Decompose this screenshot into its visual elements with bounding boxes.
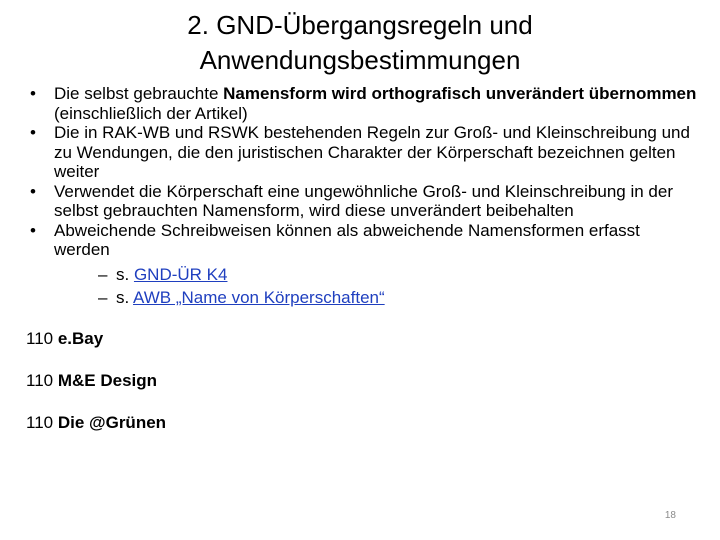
example-name: M&E Design (57, 370, 158, 390)
bullet-item (30, 221, 700, 260)
bullet-text: Verwendet die Körperschaft eine ungewöhnliche Groß- und Kleinschreibung in der selbst gebrauchten Namensform, wird diese unverändert beibehalten (54, 181, 673, 220)
sub-item (30, 287, 700, 308)
example-line (26, 328, 700, 349)
bullet-item (30, 182, 700, 221)
bullet-marker: • (30, 181, 36, 201)
bullet-marker: • (30, 220, 36, 240)
example-name: Die @Grünen (57, 412, 167, 432)
bullet-text-pre: Die selbst gebrauchte (54, 84, 224, 103)
bullet-item (30, 123, 700, 182)
sub-item-marker: – (98, 287, 108, 307)
bullet-text-post: (einschließlich der Artikel) (54, 103, 248, 123)
gnd-uer-k4-link[interactable]: GND-ÜR K4 (133, 264, 228, 284)
bullet-text: Abweichende Schreibweisen können als abweichende Namensformen erfasst werden (54, 220, 640, 259)
sub-item-marker: – (98, 264, 108, 284)
sub-item-prefix: s. (116, 287, 134, 307)
page-number: 18 (664, 510, 676, 521)
bullet-marker: • (30, 123, 36, 142)
bullet-text: Die in RAK-WB und RSWK bestehenden Regeln zur Groß- und Kleinschreibung und zu Wendungen, die den juristischen Charakter der Körperschaft bezeichnen gelten weiter (54, 123, 690, 181)
example-line (26, 370, 700, 391)
bullet-text-bold: Namensform wird orthografisch unverändert übernommen (223, 84, 697, 103)
sub-item (30, 264, 700, 285)
sub-item-prefix: s. (116, 264, 134, 284)
example-code: 110 (26, 412, 54, 432)
slide-title-line-1: 2. GND-Übergangsregeln und (187, 10, 533, 40)
example-code: 110 (26, 328, 54, 348)
awb-name-link[interactable]: AWB „Name von Körperschaften“ (133, 287, 385, 307)
example-line (26, 412, 700, 433)
bullet-marker: • (30, 84, 36, 103)
slide-title-line-2: Anwendungsbestimmungen (199, 45, 521, 75)
example-code: 110 (26, 370, 54, 390)
slide-body (26, 84, 700, 433)
example-name: e.Bay (57, 328, 104, 348)
slide-title (60, 8, 660, 78)
bullet-item (30, 84, 700, 123)
